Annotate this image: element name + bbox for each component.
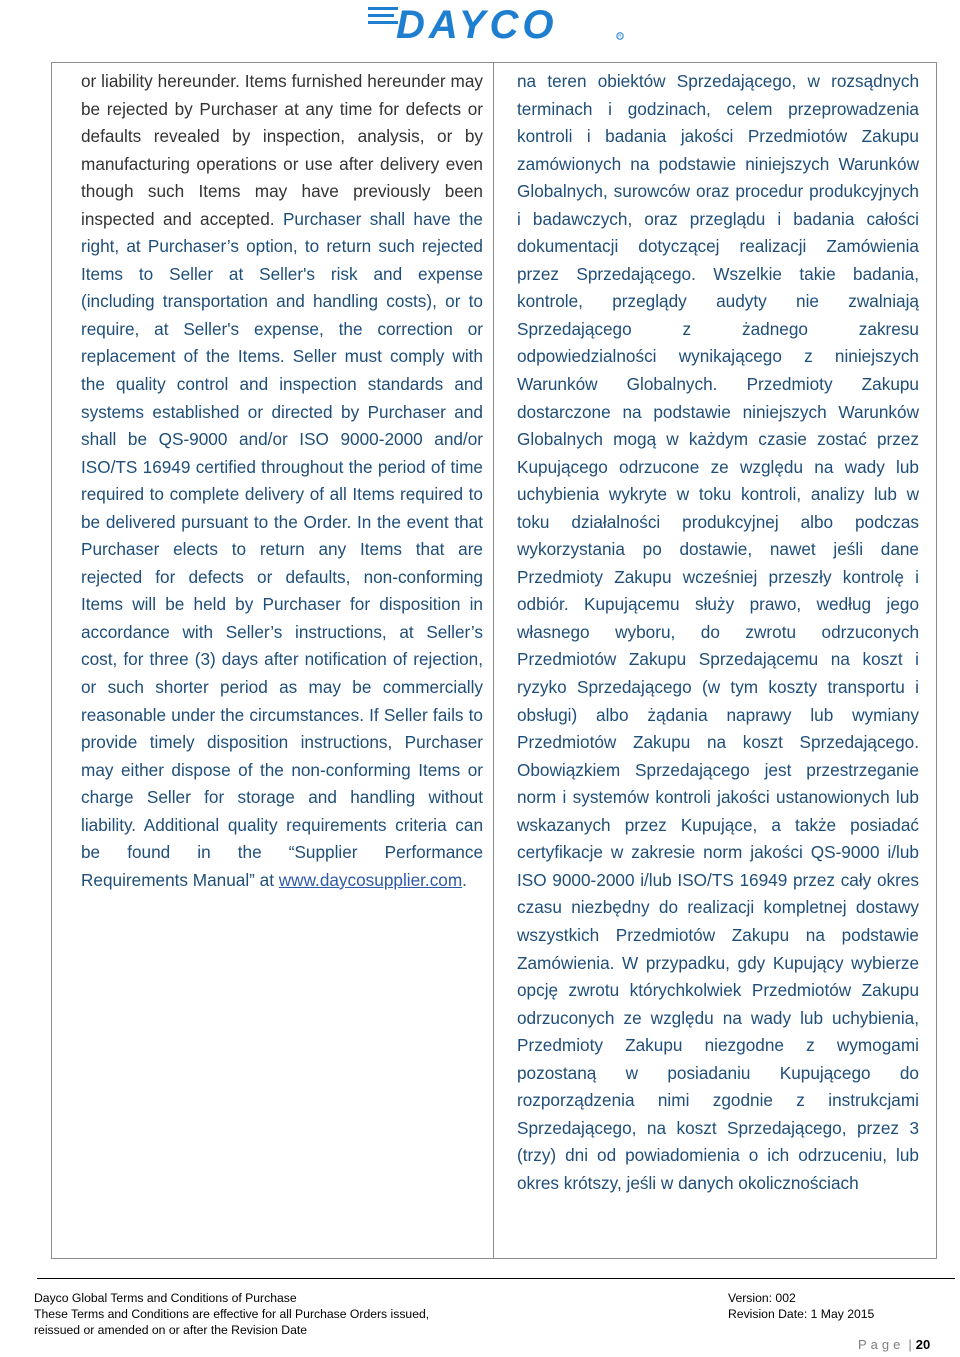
page-separator: | [908,1337,912,1352]
column-divider [493,62,494,1259]
dayco-logo [368,2,630,40]
english-text-body: Purchaser shall have the right, at Purchaser’s option, to return such rejected Items to Seller at Seller's risk and expense (including transportation and handling costs), or to require, at Seller's expense, the correction or replacement of the Items. Seller must comply with the quality control and inspection standards and systems established or directed by Purchaser and shall be QS-9000 and/or ISO 9000-2000 and/or ISO/TS 16949 certified throughout the period of time required to complete delivery of all Items required to be delivered pursuant to the Order. In the event that Purchaser elects to return any Items that are rejected for defects or defaults, non-conforming Items will be held by Purchaser for disposition in accordance with Seller’s instructions, at Seller’s cost, for three (3) days after notification of rejection, or such shorter period as may be commercially reasonable under the circumstances. If Seller fails to provide timely disposition instructions, Purchaser may either dispose of the non-conforming Items or charge Seller for storage and handling without liability. Additional quality requirements criteria can be found in the “Supplier Performance Requirements Manual” at [81,208,483,890]
page-label: Page [858,1337,905,1352]
footer-version: Version: 002 [728,1291,796,1305]
english-column [81,68,483,894]
page-number [858,1337,930,1352]
footer-effective-note: These Terms and Conditions are effective for all Purchase Orders issued, [34,1307,430,1321]
english-text-end: . [462,869,467,890]
footer-revision-note: reissued or amended on or after the Revision Date [34,1323,308,1337]
page-number-value: 20 [915,1337,931,1352]
english-text-part-2 [81,209,483,890]
footer-revision-date: Revision Date: 1 May 2015 [728,1307,875,1321]
footer-right [728,1290,874,1322]
polish-text: na teren obiektów Sprzedającego, w rozsądnych terminach i godzinach, celem przeprowadzenia kontroli i badania jakości Przedmiotów Zakupu zamówionych na podstawie niniejszych Warunków Globalnych, surowców oraz procedur produkcyjnych i badawczych, oraz przeglądu i badania całości dokumentacji dotyczącej realizacji Zamówienia przez Sprzedającego. Wszelkie takie badania, kontrole, przeglądy audyty nie zwalniają Sprzedającego z żadnego zakresu odpowiedzialności wynikającego z niniejszych Warunków Globalnych. Przedmioty Zakupu dostarczone na podstawie niniejszych Warunków Globalnych mogą w każdym czasie zostać przez Kupującego odrzucone ze względu na wady lub uchybienia wykryte w toku kontroli, analizy lub w toku działalności produkcyjnej albo podczas wykorzystania po dostawie, nawet jeśli dane Przedmioty Zakupu wcześniej przeszły kontrolę i odbiór. Kupującemu służy prawo, według jego własnego wyboru, do zwrotu odrzuconych Przedmiotów Zakupu Sprzedającemu na koszt i ryzyko Sprzedającego (w tym koszty transportu i obsługi) albo żądania naprawy lub wymiany Przedmiotów Zakupu na koszt Sprzedającego. Obowiązkiem Sprzedającego jest przestrzeganie norm i systemów kontroli jakości ustanowionych lub wskazanych przez Kupujące, a także posiadać certyfikacje w zakresie norm jakości QS-9000 i/lub ISO 9000-2000 i/lub ISO/TS 16949 przez cały okres czasu niezbędny do realizacji kompletnej dostawy wszystkich Przedmiotów Zakupu na podstawie Zamówienia. W przypadku, gdy Kupujący wybierze opcję zwrotu którychkolwiek Przedmiotów Zakupu odrzuconych ze względu na wady lub uchybienia, Przedmioty Zakupu niezgodne z wymogami pozostaną w posiadaniu Kupującego do rozporządzenia nimi zgodnie z instrukcjami Sprzedającego, na koszt Sprzedającego, przez 3 (trzy) dni od powiadomienia o ich odrzuceniu, lub okres krótszy, jeśli w danych okolicznościach [517,71,919,1193]
polish-column [517,68,919,1197]
footer-document-title: Dayco Global Terms and Conditions of Purchase [34,1291,297,1305]
svg-text:R: R [618,33,622,39]
footer-left [34,1290,429,1338]
supplier-website-link[interactable]: www.daycosupplier.com [278,869,463,890]
logo-text: DAYCO [396,3,558,40]
english-text-part-1: or liability hereunder. Items furnished hereunder may be rejected by Purchaser at any time for defects or defaults revealed by inspection, analysis, or by manufacturing operations or use after delivery even though such Items may have previously been inspected and accepted. [81,71,483,229]
footer-rule [37,1278,955,1279]
